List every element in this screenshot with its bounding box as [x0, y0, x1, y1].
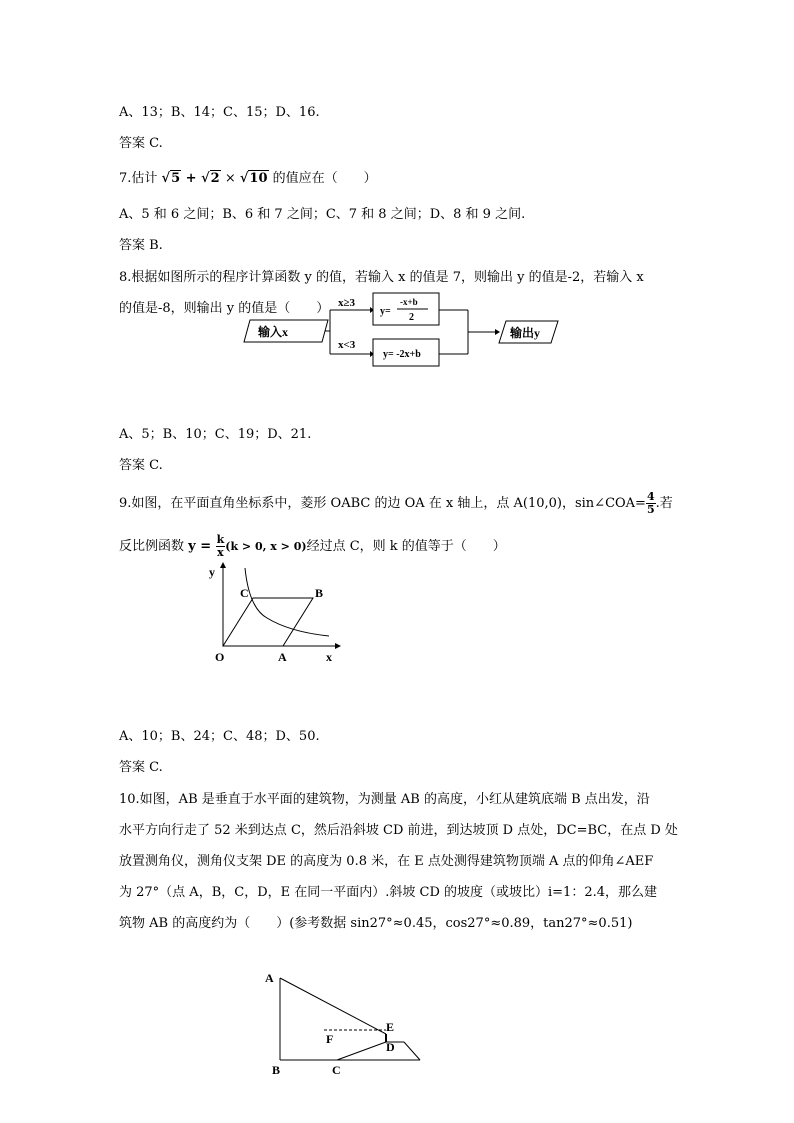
q6-options: A、13；B、14；C、15；D、16.	[119, 105, 320, 120]
q7-answer: 答案 B.	[119, 238, 163, 253]
q10-stem-line5: 筑物 AB 的高度约为（ ）(参考数据 sin27°≈0.45，cos27°≈0.89，tan27°≈0.51)	[119, 916, 633, 931]
q9-line1-end: .若	[655, 496, 673, 511]
q9-line2-end: 经过点 C，则 k 的值等于（ ）	[306, 539, 506, 554]
q9-sin-fraction: $\frac{4}{5}$	[646, 490, 655, 516]
q9-figure	[205, 560, 345, 668]
q9-stem-line2	[119, 534, 506, 559]
flow-formula-top-prefix: y=	[380, 306, 391, 317]
flow-arrow-out	[495, 329, 500, 335]
label-d: D	[386, 1040, 395, 1054]
label-b: B	[272, 1063, 281, 1077]
q10-figure	[262, 968, 427, 1078]
q9-func-y: y =	[188, 539, 216, 554]
q9-k-over-x: $\frac{k}{x}$	[216, 533, 225, 559]
flow-cond-bottom: x<3	[338, 339, 356, 351]
label-c: C	[240, 586, 249, 600]
q7-sqrt5: √5	[161, 171, 181, 186]
flow-output-label: 输出y	[510, 326, 541, 340]
flow-cond-top: x≥3	[338, 297, 356, 309]
rhombus-oabc	[223, 598, 313, 646]
sight-line-ae	[280, 978, 386, 1034]
label-x: x	[326, 650, 332, 664]
q8-flowchart	[240, 290, 565, 370]
flow-formula-top-num: -x+b	[400, 297, 418, 307]
q9-stem-line1	[119, 491, 673, 516]
flow-formula-top-den: 2	[409, 312, 414, 323]
q8-answer: 答案 C.	[119, 458, 163, 473]
label-f: F	[326, 1032, 334, 1046]
q7-times: ×	[220, 171, 240, 186]
q10-stem-line4: 为 27°（点 A，B，C，D，E 在同一平面内）.斜坡 CD 的坡度（或坡比）i=1：2.4，那么建	[119, 885, 658, 900]
q8-options: A、5；B、10；C、19；D、21.	[119, 427, 312, 442]
label-y: y	[209, 565, 215, 579]
x-axis-arrow	[335, 643, 341, 649]
q7-suffix: 的值应在（ ）	[268, 171, 377, 186]
label-o: O	[215, 650, 225, 664]
q9-answer: 答案 C.	[119, 760, 163, 775]
q8-stem-line2: 的值是-8，则输出 y 的值是（ ）	[119, 301, 330, 316]
q7-sqrt10: √10	[239, 171, 268, 186]
label-a: A	[265, 971, 274, 985]
q9-func-cond: (k > 0, x > 0)	[225, 540, 307, 553]
slope-cd	[337, 1042, 386, 1060]
q10-stem-line3: 放置测角仪，测角仪支架 DE 的高度为 0.8 米，在 E 点处测得建筑物顶端 A 点的仰角∠AEF	[119, 854, 654, 869]
q9-options: A、10；B、24；C、48；D、50.	[119, 729, 320, 744]
q8-stem-line1: 8.根据如图所示的程序计算函数 y 的值，若输入 x 的值是 7，则输出 y 的值是-2，若输入 x	[119, 270, 644, 285]
q10-stem-line2: 水平方向行走了 52 米到达点 C，然后沿斜坡 CD 前进，到达坡顶 D 点处，DC=BC，在点 D 处	[119, 823, 678, 838]
q6-answer: 答案 C.	[119, 136, 163, 151]
hyperbola-curve	[245, 568, 329, 636]
q9-line1-text: 9.如图，在平面直角坐标系中，菱形 OABC 的边 OA 在 x 轴上，点 A(10,0)，sin∠COA=	[119, 496, 646, 511]
label-c: C	[332, 1063, 341, 1077]
flow-formula-bottom: y= -2x+b	[383, 349, 421, 360]
label-a: A	[278, 650, 287, 664]
flow-input-label: 输入x	[258, 325, 289, 339]
q7-stem	[119, 170, 377, 188]
q7-options: A、5 和 6 之间；B、6 和 7 之间；C、7 和 8 之间；D、8 和 9 之间.	[119, 207, 526, 222]
label-b: B	[315, 586, 324, 600]
q7-sqrt2: √2	[201, 171, 220, 186]
q7-plus: +	[181, 171, 202, 186]
q9-line2-text: 反比例函数	[119, 539, 189, 554]
q10-stem-line1: 10.如图，AB 是垂直于水平面的建筑物，为测量 AB 的高度，小红从建筑底端 B 点出发，沿	[119, 792, 650, 807]
back-slope	[404, 1042, 420, 1060]
y-axis-arrow	[220, 562, 226, 568]
label-e: E	[386, 1020, 395, 1034]
q7-prefix: 7.估计	[119, 171, 162, 186]
